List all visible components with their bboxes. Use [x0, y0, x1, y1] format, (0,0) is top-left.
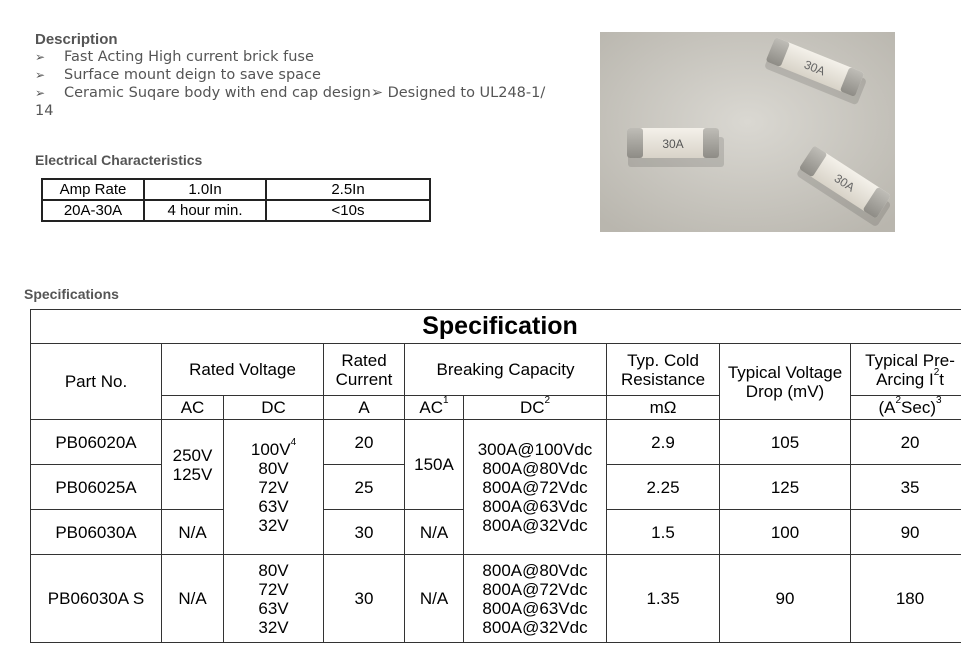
description-bullet [35, 85, 545, 101]
subheader-dc: DC [224, 396, 324, 420]
header-pre-arcing [851, 344, 961, 396]
cell-stack [173, 446, 213, 484]
electrical-title: Electrical Characteristics [35, 152, 203, 168]
subheader-text: DC [519, 398, 545, 417]
header-part-no: Part No. [31, 344, 162, 420]
table-header-cell: Amp Rate [42, 179, 144, 200]
table-row [31, 344, 961, 396]
cell-resistance: 1.5 [607, 510, 720, 555]
cell-part: PB06030A [31, 510, 162, 555]
cell-line: 800A@63Vdc [482, 496, 588, 516]
fuse-label: 30A [802, 57, 828, 79]
cell-line: 800A@72Vdc [482, 579, 588, 599]
cell-dc-voltage [224, 420, 324, 555]
cell-line: 63V [258, 598, 289, 618]
cell-line: 800A@80Vdc [482, 458, 588, 478]
table-header-cell: 1.0In [144, 179, 266, 200]
cell-line: 63V [258, 496, 289, 516]
fuse-label: 30A [831, 171, 858, 195]
cell-stack [250, 436, 297, 535]
superscript: 1 [443, 395, 449, 406]
cell-dc-break [464, 555, 607, 643]
bullet-arrow-icon: ➢ [35, 50, 46, 64]
cell-ac-break: N/A [405, 510, 464, 555]
cell-line: 800A@32Vdc [482, 515, 588, 535]
cell-stack [258, 561, 288, 637]
cell-stack [478, 440, 593, 535]
table-row [31, 310, 961, 344]
cell-dc-break [464, 420, 607, 555]
cell-ac-voltage: N/A [162, 510, 224, 555]
cell-vdrop: 100 [720, 510, 851, 555]
header-text: Typ. Cold Resistance [620, 350, 706, 389]
cell-current: 30 [324, 510, 405, 555]
superscript: 4 [290, 436, 297, 448]
cell-vdrop: 125 [720, 465, 851, 510]
cell-resistance: 1.35 [607, 555, 720, 643]
bullet-text: Surface mount deign to save space [64, 67, 321, 83]
header-text-main: Typical Pre-Arcing I [865, 350, 955, 389]
cell-line: 100V [250, 439, 291, 459]
table-cell: 4 hour min. [144, 200, 266, 221]
cell-ac-voltage: N/A [162, 555, 224, 643]
cell-resistance: 2.25 [607, 465, 720, 510]
header-rated-voltage: Rated Voltage [162, 344, 324, 396]
table-row [42, 200, 430, 221]
cell-line: 72V [258, 579, 289, 599]
cell-i2t: 180 [851, 555, 961, 643]
table-cell: 20A-30A [42, 200, 144, 221]
description-title: Description [35, 31, 118, 48]
table-title: Specification [31, 310, 961, 344]
electrical-table [41, 178, 431, 222]
cell-line: 32V [258, 617, 289, 637]
superscript: 2 [933, 366, 940, 378]
cell-i2t: 20 [851, 420, 961, 465]
cell-line: 800A@32Vdc [482, 617, 588, 637]
cell-line: 800A@80Vdc [482, 560, 588, 580]
cell-part: PB06020A [31, 420, 162, 465]
header-text [854, 351, 961, 389]
table-cell: <10s [266, 200, 430, 221]
specification-table [30, 309, 961, 643]
cell-line: 800A@63Vdc [482, 598, 588, 618]
subheader-text: (A [878, 398, 896, 417]
cell-ac-voltage [162, 420, 224, 510]
bullet-continuation: 14 [35, 103, 54, 119]
subheader-a2sec [851, 396, 961, 420]
cell-line: 800A@72Vdc [482, 477, 588, 497]
table-header-cell: 2.5In [266, 179, 430, 200]
fuse-product-photo [600, 32, 895, 232]
cell-line: 72V [258, 477, 289, 497]
cell-line: 125V [172, 464, 213, 484]
cell-vdrop: 105 [720, 420, 851, 465]
table-row [31, 555, 961, 643]
description-bullet [35, 49, 314, 65]
subheader-mohm: mΩ [607, 396, 720, 420]
bullet-text: Ceramic Suqare body with end cap design➢ Designed to UL248-1/ [64, 85, 546, 101]
subheader-a: A [324, 396, 405, 420]
cell-line: 80V [258, 560, 289, 580]
cell-ac-break: 150A [405, 420, 464, 510]
cell-part: PB06030A S [31, 555, 162, 643]
description-bullet [35, 67, 321, 83]
bullet-arrow-icon: ➢ [35, 68, 46, 82]
header-cold-resistance [607, 344, 720, 396]
header-rated-current [324, 344, 405, 396]
header-text-tail: t [939, 369, 944, 389]
cell-current: 20 [324, 420, 405, 465]
bullet-text: Fast Acting High current brick fuse [64, 49, 314, 65]
bullet-arrow-icon: ➢ [35, 86, 46, 100]
cell-line: 80V [258, 458, 289, 478]
cell-part: PB06025A [31, 465, 162, 510]
table-row [42, 179, 430, 200]
superscript: 3 [936, 395, 942, 406]
cell-ac-break: N/A [405, 555, 464, 643]
header-text: Typical Voltage Drop (mV) [727, 362, 843, 401]
cell-line: 250V [172, 445, 213, 465]
subheader-ac: AC [162, 396, 224, 420]
superscript: 2 [544, 395, 551, 406]
cell-line: 32V [258, 515, 289, 535]
superscript: 2 [895, 395, 902, 406]
cell-i2t: 90 [851, 510, 961, 555]
header-text: Rated Current [335, 350, 393, 389]
table-row [31, 420, 961, 465]
cell-stack [482, 561, 587, 637]
cell-dc-voltage [224, 555, 324, 643]
header-breaking-capacity: Breaking Capacity [405, 344, 607, 396]
subheader-text: AC [419, 398, 444, 417]
cell-line: 300A@100Vdc [477, 439, 593, 459]
cell-resistance: 2.9 [607, 420, 720, 465]
fuse-label: 30A [662, 137, 684, 151]
subheader-ac1 [405, 396, 464, 420]
subheader-dc2 [464, 396, 607, 420]
specifications-label: Specifications [24, 286, 119, 302]
fuse-component [627, 128, 724, 167]
header-voltage-drop [720, 344, 851, 420]
subheader-text: Sec) [901, 398, 937, 417]
cell-vdrop: 90 [720, 555, 851, 643]
cell-current: 30 [324, 555, 405, 643]
cell-i2t: 35 [851, 465, 961, 510]
cell-current: 25 [324, 465, 405, 510]
